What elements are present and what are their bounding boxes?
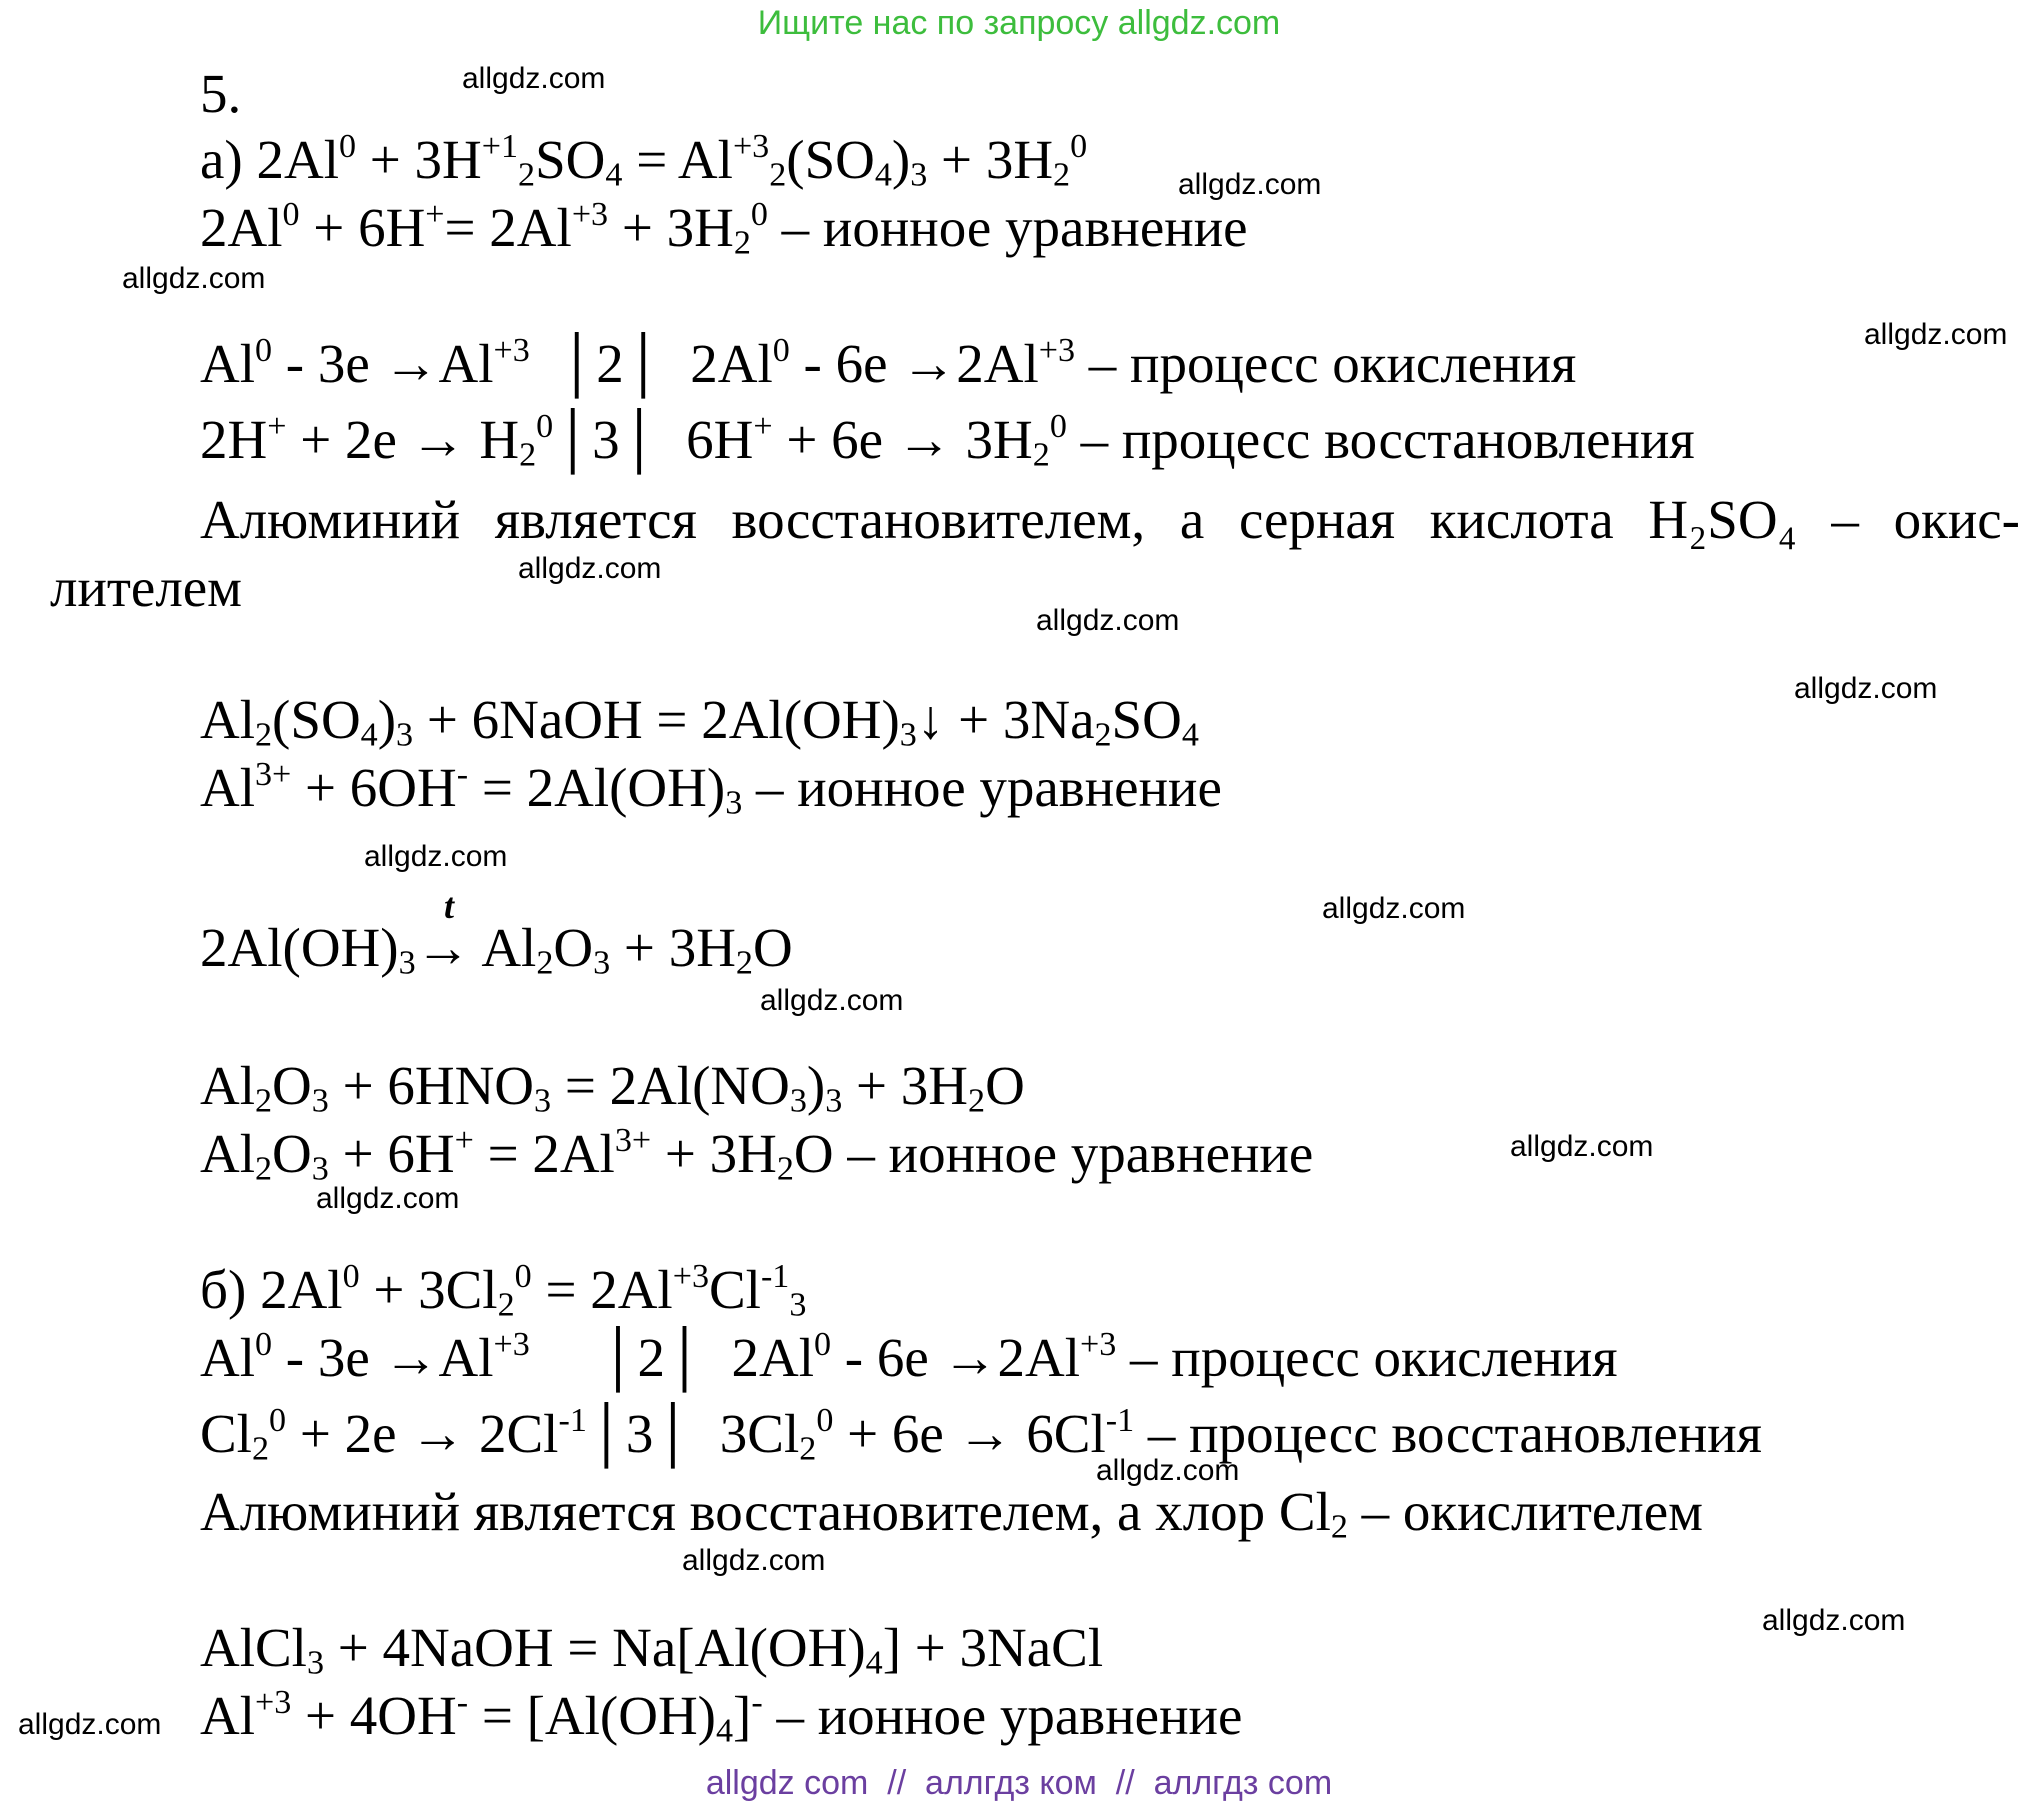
bottom-banner: allgdz com // аллгдз ком // аллгдз com [705, 1764, 1333, 1802]
equation-precipitation-ionic: $Al^{3+} + 6OH^- = 2Al(OH)_3$ – ионное уравнение [200, 755, 1222, 822]
watermark: allgdz.com [1096, 1454, 1240, 1487]
oxidation-label: – процесс окисления [1130, 1327, 1618, 1388]
equation-nitric: $Al_2O_3 + 6HNO_3 = 2Al(NO_3)_3 + 3H_2O$ [200, 1055, 1025, 1120]
ion-label: – ионное уравнение [781, 197, 1248, 258]
watermark: allgdz.com [518, 552, 662, 585]
equation-decomposition: $2Al(OH)_3\to Al_2O_3 + 3H_2O$ [200, 917, 793, 982]
reduction-label: – процесс восстановления [1147, 1403, 1762, 1464]
watermark: allgdz.com [364, 840, 508, 873]
ion-label: – ионное уравнение [776, 1685, 1243, 1746]
watermark: allgdz.com [760, 984, 904, 1017]
oxidation-label: – процесс окисления [1088, 333, 1577, 394]
conclusion-a-line1: Алюминий является восстановителем, а серная кислота H₂SO₄ – окис- [200, 489, 2020, 550]
ion-label: – ионное уравнение [847, 1123, 1314, 1184]
watermark: allgdz.com [122, 262, 266, 295]
ion-label: – ионное уравнение [755, 757, 1222, 818]
watermark: allgdz.com [1794, 672, 1938, 705]
watermark: allgdz.com [1178, 168, 1322, 201]
part-a-label: а) [200, 129, 243, 190]
equation-a-ionic: $2Al^0 + 6H^+= 2Al^{+3} + 3H_2^0$ – ионное уравнение [200, 195, 1248, 262]
equation-a-molecular: а) $2Al^0 + 3H^{+1}_2SO_4 = Al^{+3}_2(SO_4)_3 + 3H_2^0$ [200, 127, 1088, 194]
conclusion-b: Алюминий является восстановителем, а хлор $Cl_2$ – окислителем [200, 1481, 1703, 1546]
problem-number: 5. [200, 63, 242, 124]
balance-b-reduction: $Cl_2^0 + 2e$ → $2Cl^{-1}│3│$ $3Cl_2^0 + 6e \to 6Cl^{-1}$ – процесс восстановления [200, 1401, 1762, 1468]
balance-a-oxidation: $Al^0 - 3e \to Al^{+3}$ │2│ $2Al^0 - 6e \to 2Al^{+3}$ – процесс окисления [200, 331, 1577, 394]
reduction-label: – процесс восстановления [1080, 409, 1695, 470]
balance-b-oxidation: $Al^0 - 3e \to Al^{+3}$ │2│ $2Al^0 - 6e \to 2Al^{+3}$ – процесс окисления [200, 1325, 1618, 1388]
watermark: allgdz.com [1322, 892, 1466, 925]
balance-a-reduction: $2H^+ + 2e \to H_2^0│3│$ $6H^+ + 6e \to 3H_2^0$ – процесс восстановления [200, 407, 1695, 474]
top-banner: Ищите нас по запросу allgdz.com [757, 4, 1281, 42]
conclusion-a-line2: лителем [50, 557, 242, 618]
watermark: allgdz.com [1036, 604, 1180, 637]
equation-complex: AlCl$_3$ + 4NaOH = $Na[Al(OH)_4]$ + 3NaCl [200, 1617, 1104, 1682]
equation-b-molecular: б) $2Al^0 + 3Cl_2^0 = 2Al^{+3}Cl^{-1}_3$ [200, 1257, 807, 1324]
watermark: allgdz.com [1762, 1604, 1906, 1637]
equation-precipitation: $Al_2(SO_4)_3$ + 6NaOH = $2Al(OH)_3↓ + 3Na_2SO_4$ [200, 689, 1199, 754]
watermark: allgdz.com [1864, 318, 2008, 351]
part-b-label: б) [200, 1259, 247, 1320]
equation-nitric-ionic: $Al_2O_3 + 6H^+ = 2Al^{3+} + 3H_2O$ – ионное уравнение [200, 1121, 1314, 1188]
watermark: allgdz.com [682, 1544, 826, 1577]
heat-mark: t [444, 886, 455, 926]
watermark: allgdz.com [18, 1708, 162, 1741]
watermark: allgdz.com [316, 1182, 460, 1215]
watermark: allgdz.com [1510, 1130, 1654, 1163]
watermark: allgdz.com [462, 62, 606, 95]
equation-complex-ionic: $Al^{+3} + 4OH^- = [Al(OH)_4]^-$ – ионное уравнение [200, 1683, 1243, 1750]
